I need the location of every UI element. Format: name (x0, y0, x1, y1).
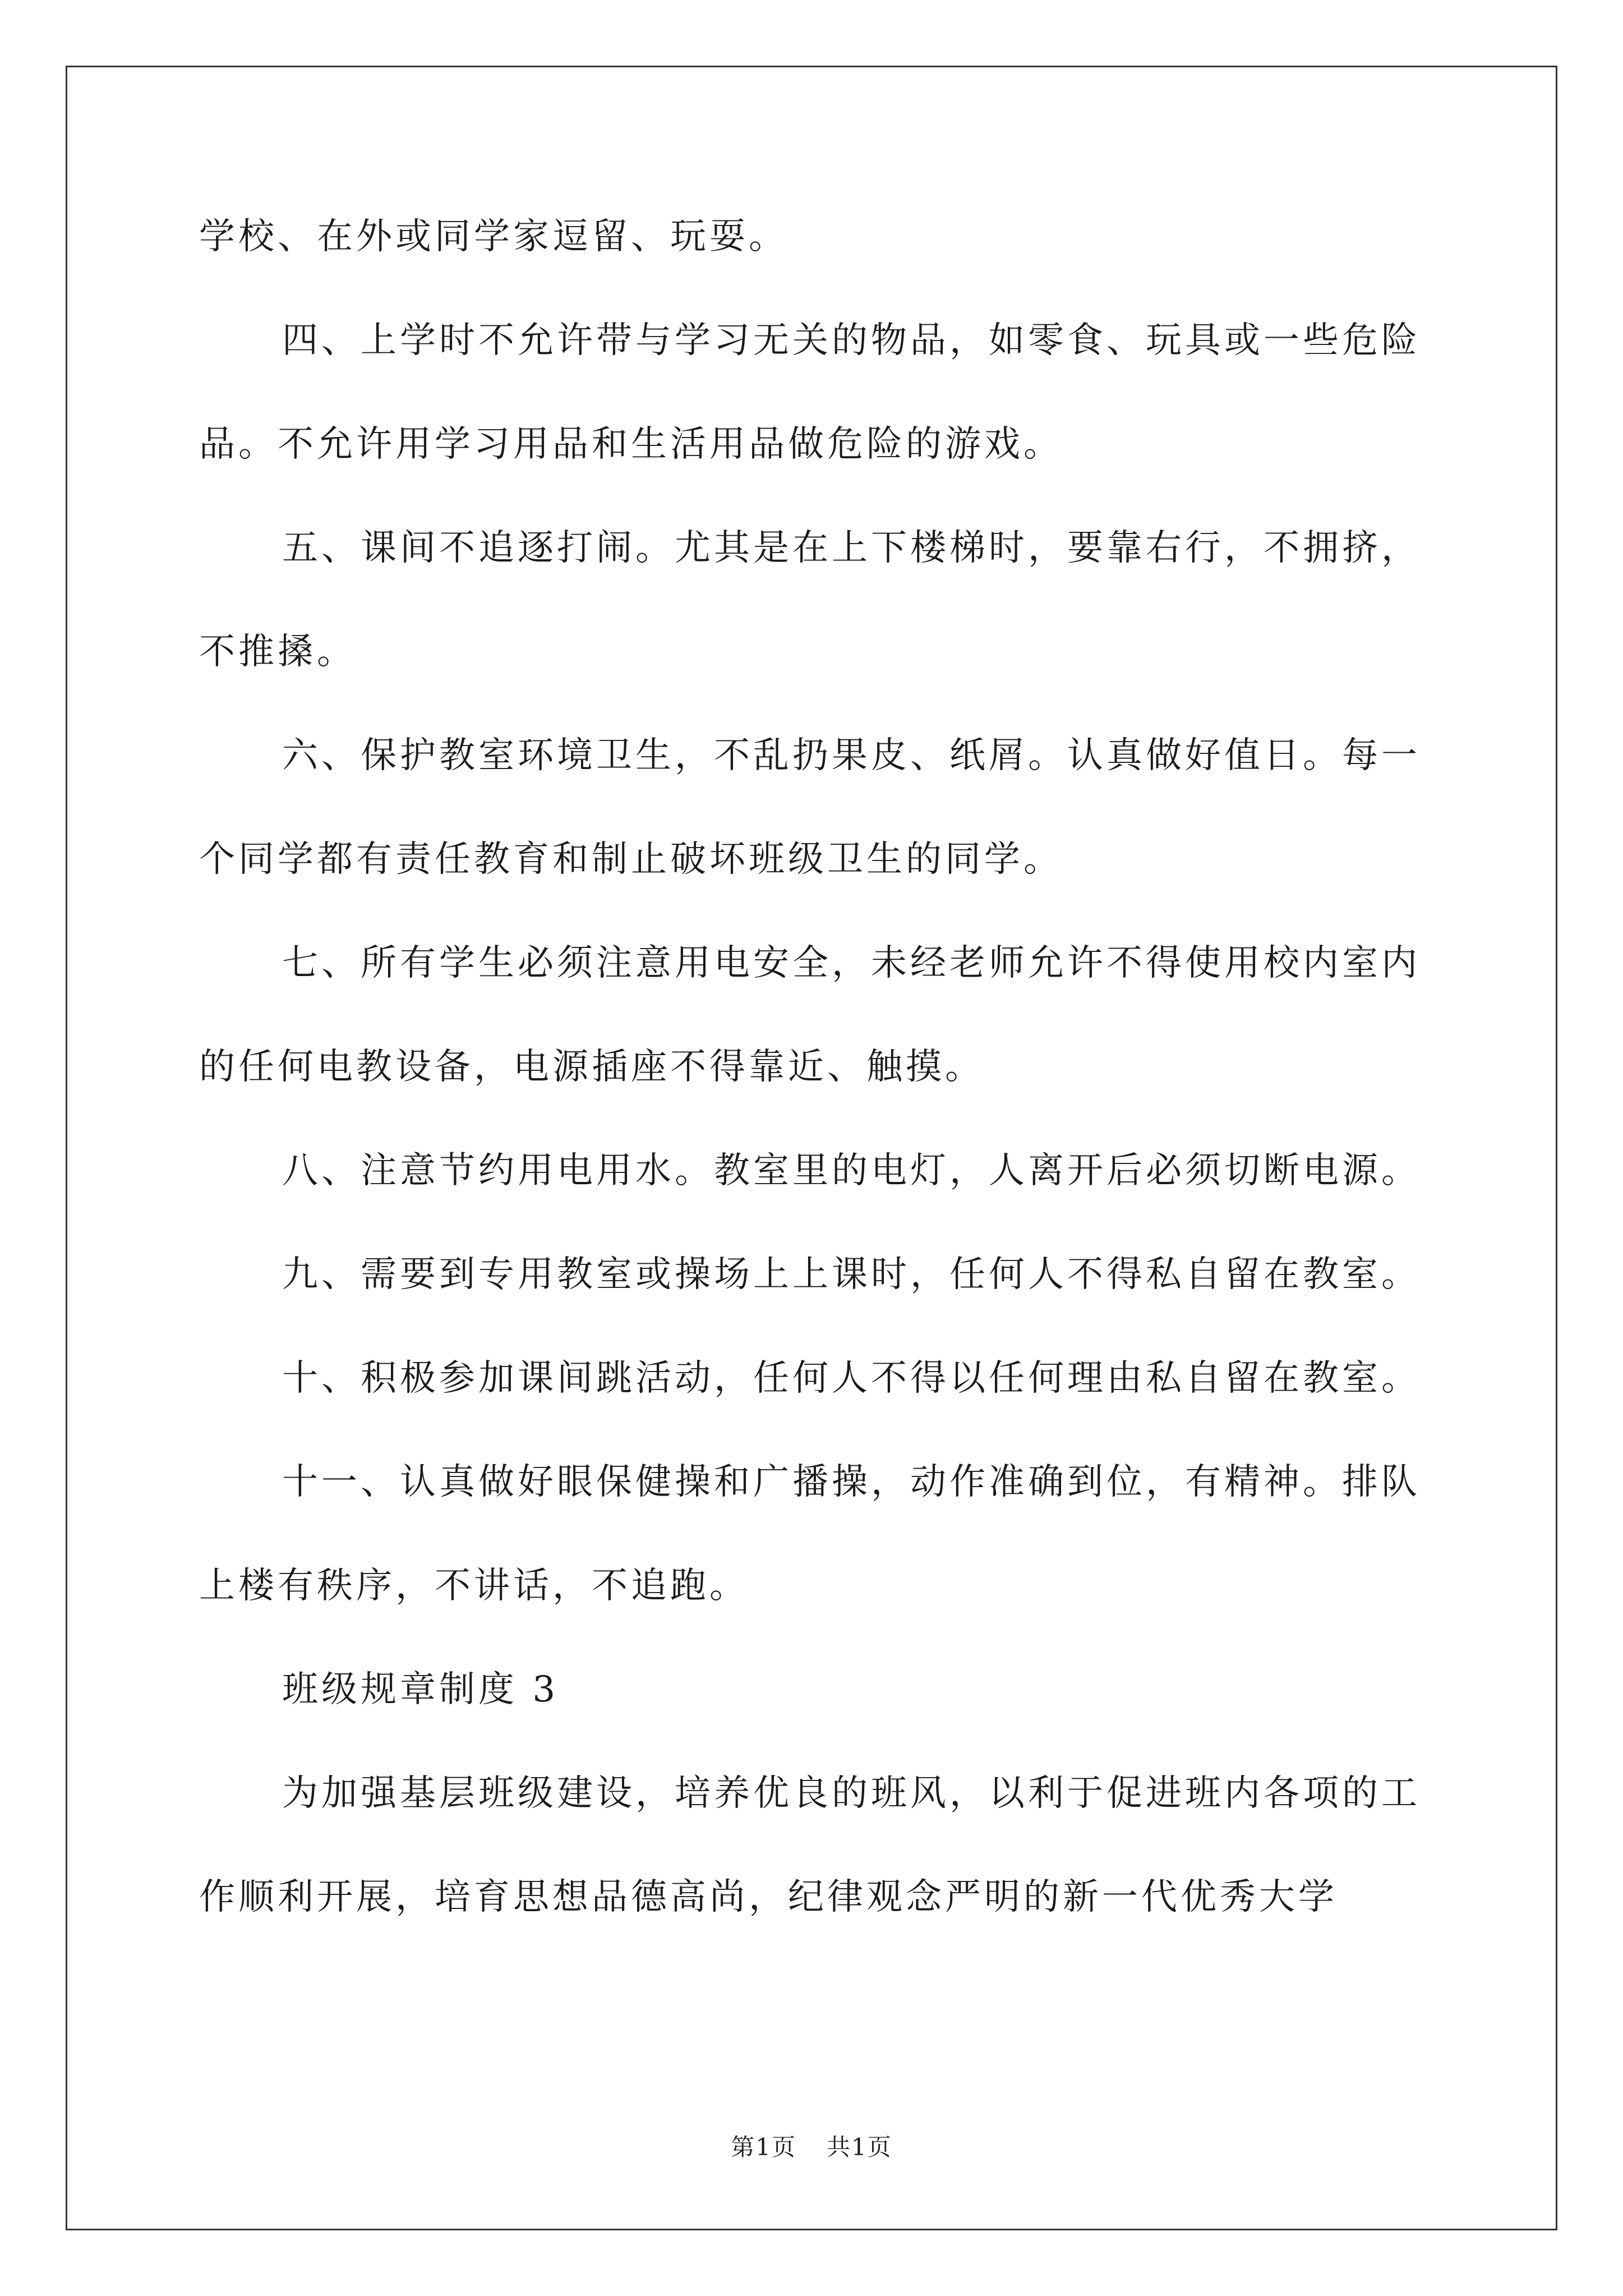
paragraph-rule-9: 九、需要到专用教室或操场上上课时，任何人不得私自留在教室。 (282, 1254, 1421, 1295)
paragraph-rule-11: 十一、认真做好眼保健操和广播操，动作准确到位，有精神。排队上楼有秩序，不讲话，不追跑。 (199, 1461, 1421, 1607)
paragraph-rule-8: 八、注意节约用电用水。教室里的电灯，人离开后必须切断电源。 (282, 1150, 1421, 1191)
paragraph-rule-5: 五、课间不追逐打闹。尤其是在上下楼梯时，要靠右行，不拥挤，不推搡。 (199, 527, 1421, 673)
paragraph-intro: 为加强基层班级建设，培养优良的班风，以利于促进班内各项的工作顺利开展，培育思想品德高尚，纪律观念严明的新一代优秀大学 (199, 1773, 1421, 1918)
page-footer (0, 2129, 1623, 2162)
paragraph-rule-6: 六、保护教室环境卫生，不乱扔果皮、纸屑。认真做好值日。每一个同学都有责任教育和制止破坏班级卫生的同学。 (199, 735, 1421, 880)
document-body (199, 185, 1450, 1949)
paragraph-rule-7: 七、所有学生必须注意用电安全，未经老师允许不得使用校内室内的任何电教设备，电源插座不得靠近、触摸。 (199, 942, 1421, 1088)
paragraph-continuation: 学校、在外或同学家逗留、玩耍。 (199, 216, 788, 257)
paragraph-rule-4: 四、上学时不允许带与学习无关的物品，如零食、玩具或一些危险品。不允许用学习用品和生活用品做危险的游戏。 (199, 320, 1421, 465)
paragraph-rule-10: 十、积极参加课间跳活动，任何人不得以任何理由私自留在教室。 (282, 1358, 1421, 1399)
section-heading: 班级规章制度 3 (282, 1669, 559, 1710)
page-number-total: 共1页 (827, 2133, 892, 2161)
page-number-current: 第1页 (731, 2133, 796, 2161)
